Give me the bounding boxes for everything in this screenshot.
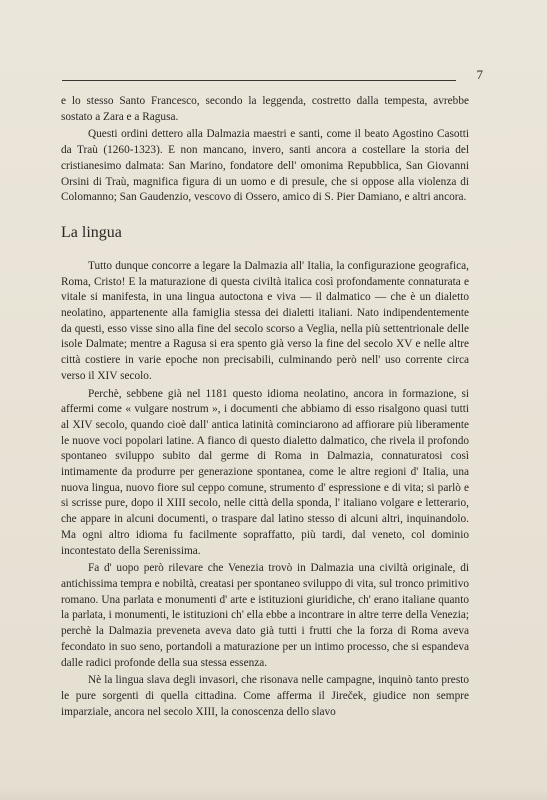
paragraph-6: Nè la lingua slava degli invasori, che risonava nelle campagne, inquinò tanto presto le pure sorgenti di quella cittadina. Come afferma il Jireček, giudice non sempre imparziale, ancora nel secolo XIII, la conoscenza dello slavo xyxy=(61,674,469,718)
page-shadow xyxy=(0,788,547,800)
paragraph-2: Questi ordini dettero alla Dalmazia maestri e santi, come il beato Agostino Casotti da Traù (1260-1323). E non mancano, invero, santi ancora a costellare la storia del cristianesimo dalmata: San Marino, fondatore dell' omonima Repubblica, San Giovanni Orsini di Traù, magnifica figura di un uomo e di presule, che si oppose alla violenza di Colomanno; San Gaudenzio, vescovo di Ossero, amico di S. Pier Damiano, e altri ancora. xyxy=(61,128,469,204)
section-title: La lingua xyxy=(61,223,122,241)
paragraph-5: Fa d' uopo però rilevare che Venezia trovò in Dalmazia una civiltà originale, di antichissima tempra e nobiltà, creatasi per spontaneo sviluppo di vita, sul tronco primitivo romano. Una parlata e monumenti d' arte e istituzioni giuridiche, ch' erano italiane quanto la parlata, i monumenti, le istituzioni ch' ella ebbe a incontrare in altre terre della Venezia; perchè la Dalmazia preveneta aveva dato già tutti i frutti che la forza di Roma aveva fecondato in suo seno, portandoli a maturazione per un intimo processo, che si espandeva dalle radici profonde della sua stessa essenza. xyxy=(61,562,469,669)
header-rule xyxy=(62,80,456,81)
paragraph-4: Perchè, sebbene già nel 1181 questo idioma neolatino, ancora in formazione, si affermi come « vulgare nostrum », i documenti che abbiamo di esso risalgono quasi tutti al XIV secolo, quando cioè dall' antica latinità cominciarono ad affiorare più liberamente le nuove voci popolari latine. A fianco di questo dialetto dalmatico, che rivela il profondo spontaneo sviluppo subito dal germe di Roma in Dalmazia, connaturatosi così intimamente da produrre per generazione spontanea, come le altre regioni d' Italia, una nuova lingua, nuovo fiore sul ceppo comune, strumento d' espressione e di vita; si parlò e si scrisse pure, dopo il XIII secolo, nelle città della sponda, l' italiano volgare e letterario, che appare in alcuni documenti, o traspare dal latino stesso di alcuni altri, inquinandolo. Ma ogni altro idioma fu facilmente sopraffatto, più tardi, dal veneto, col dominio incontestato della Serenissima. xyxy=(61,387,469,557)
page-text xyxy=(61,94,469,720)
paragraph-3: Tutto dunque concorre a legare la Dalmazia all' Italia, la configurazione geografica, Roma, Cristo! E la maturazione di questa civiltà italica così profondamente connaturata e vitale si manifesta, in una lingua autoctona e viva — il dalmatico — che è un dialetto neolatino, appartenente alla famiglia stessa dei dialetti italiani. Nato indipendentemente da questi, esso visse sino alla fine del secolo scorso a Veglia, nella più settentrionale delle isole Dalmate; mentre a Ragusa si era spento già verso la fine del secolo XV e nelle altre città costiere in varie epoche non precisabili, culminando però nell' uso corrente circa verso il XIV secolo. xyxy=(61,259,469,382)
page-number: 7 xyxy=(476,67,483,82)
paragraph-1: e lo stesso Santo Francesco, secondo la leggenda, costretto dalla tempesta, avrebbe sostato a Zara e a Ragusa. xyxy=(61,95,469,123)
